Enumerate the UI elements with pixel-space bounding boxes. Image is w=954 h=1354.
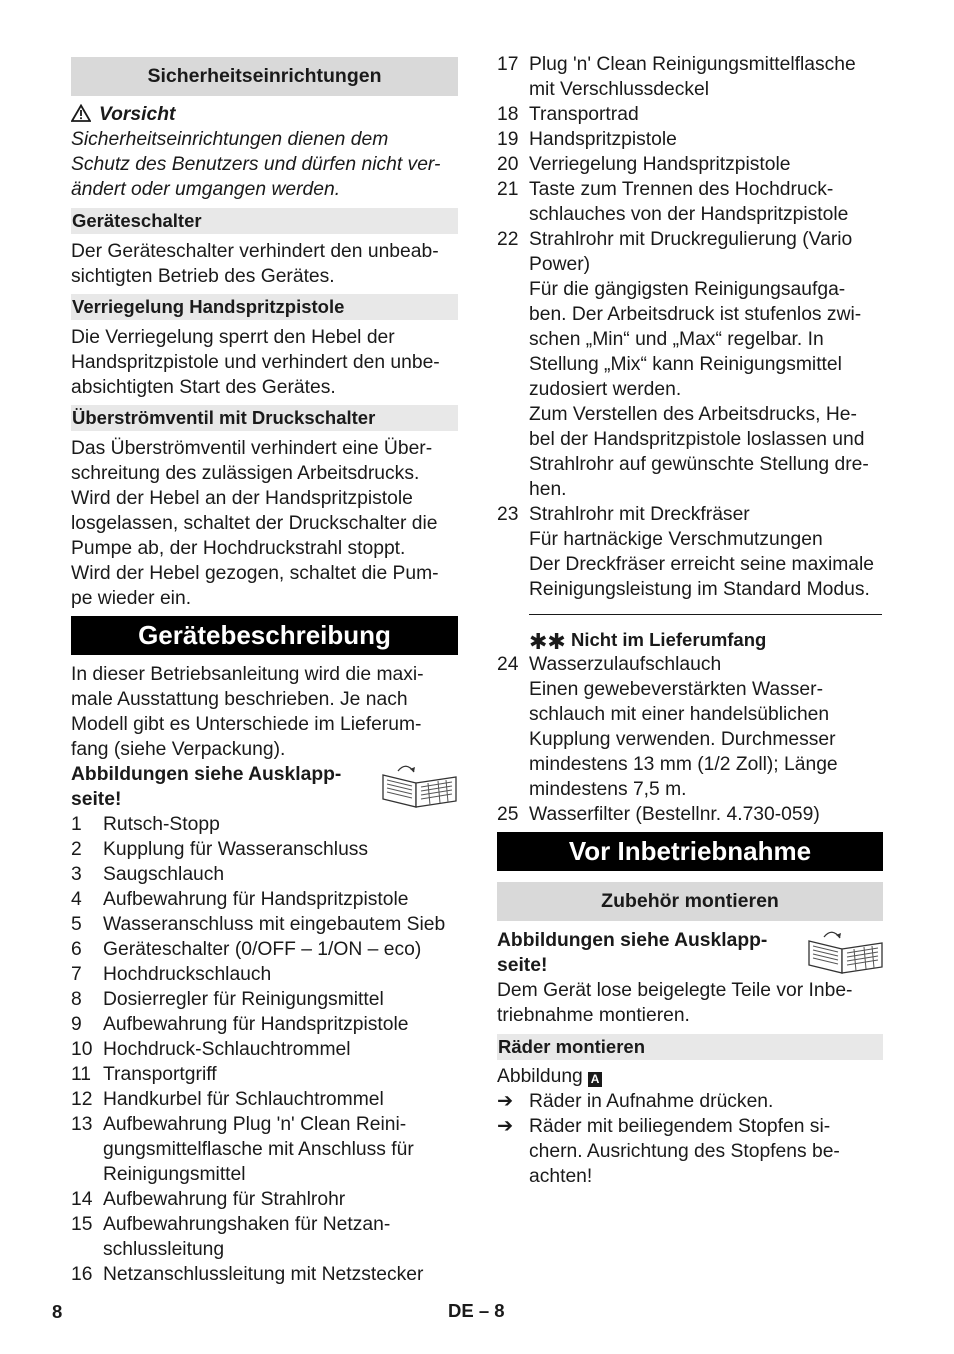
item-text: Wasserzulaufschlauch Einen gewebeverstärkten Wasser- schlauch mit einer handelsüblichen Kupplung verwenden. Durchmesser mindestens 13 mm (1/2 Zoll); Länge mindestens 7,5 m. [529,654,838,800]
figure-reference: Abbildung A [497,1064,889,1089]
item-number: 9 [71,1014,82,1035]
item-number: 17 [497,54,519,75]
chapter-header-before-use: Vor Inbetriebnahme [497,832,883,871]
page-number: 8 [52,1301,63,1322]
item-text: Aufbewahrung für Handspritzpistole [103,889,409,910]
item-number: 19 [497,129,519,150]
item-number: 23 [497,504,519,525]
section-header-safety [71,57,458,96]
list-item [71,1187,466,1212]
item-number: 25 [497,804,519,825]
list-item [71,812,466,837]
item-number: 12 [71,1089,93,1110]
item-number: 8 [71,989,82,1010]
item-number: 6 [71,939,82,960]
list-item [71,987,466,1012]
double-asterisk-icon: ✱✱ [529,629,566,654]
list-item [71,1212,466,1262]
caution-label: Vorsicht [99,104,176,125]
step-text: Räder in Aufnahme drücken. [529,1091,774,1112]
item-text: Aufbewahrung für Handspritzpistole [103,1014,409,1035]
item-text: Wasserfilter (Bestellnr. 4.730-059) [529,804,820,825]
foldout-note: Abbildungen siehe Ausklapp- seite! [71,764,342,810]
item-number: 16 [71,1264,93,1285]
list-item [497,177,892,227]
parts-list-right-2 [497,652,892,827]
item-text: Rutsch-Stopp [103,814,220,835]
item-number: 24 [497,654,519,675]
accessories-text: Dem Gerät lose beigelegte Teile vor Inbe- triebnahme montieren. [497,980,853,1026]
list-item [71,887,466,912]
list-item [497,652,892,802]
list-item [71,937,466,962]
figure-letter-box: A [588,1072,602,1087]
item-text: Saugschlauch [103,864,225,885]
item-number: 14 [71,1189,93,1210]
list-item [71,1262,466,1287]
list-item [71,1112,466,1187]
list-item [71,862,466,887]
item-text: Aufbewahrung für Strahlrohr [103,1189,346,1210]
subheader-device-switch: Geräteschalter [71,208,458,234]
open-book-icon [806,929,884,977]
item-text: Netzanschlussleitung mit Netzstecker [103,1264,424,1285]
list-item [71,1087,466,1112]
page-label: DE – 8 [448,1300,505,1321]
item-text: Transportrad [529,104,639,125]
step-item [497,1089,889,1114]
item-number: 1 [71,814,82,835]
item-text: Kupplung für Wasseranschluss [103,839,369,860]
item-number: 3 [71,864,82,885]
open-book-icon [380,763,458,811]
description-intro: In dieser Betriebsanleitung wird die maxi- male Ausstattung beschrieben. Je nach Modell gibt es Unterschiede im Lieferum- fang (siehe Verpackung). [71,664,424,760]
list-item [71,1037,466,1062]
item-number: 20 [497,154,519,175]
item-number: 5 [71,914,82,935]
item-text: Hochdruckschlauch [103,964,272,985]
item-number: 15 [71,1214,93,1235]
arrow-right-icon: ➔ [497,1091,514,1112]
list-item [497,52,892,102]
step-item [497,1114,889,1189]
divider-line [529,614,882,615]
item-number: 18 [497,104,519,125]
item-text: Dosierregler für Reinigungsmittel [103,989,384,1010]
item-number: 11 [71,1064,92,1085]
arrow-right-icon: ➔ [497,1116,514,1137]
valve-text: Das Überströmventil verhindert eine Über- schreitung des zulässigen Arbeitsdrucks. Wird der Hebel an der Handspritzpistole losgelassen, schaltet der Druckschalter die Pumpe ab, der Hochdruckstrahl stoppt. Wird der Hebel gezogen, schaltet die Pum- pe wieder ein. [71,438,439,609]
device-switch-text: Der Geräteschalter verhindert den unbeab- sichtigten Betrieb des Gerätes. [71,241,439,287]
list-item [71,837,466,862]
list-item [497,227,892,502]
section-title: Sicherheitseinrichtungen [147,65,382,87]
item-number: 10 [71,1039,93,1060]
parts-list-right [497,52,892,602]
wheels-steps [497,1089,889,1189]
section-header-accessories: Zubehör montieren [497,882,883,921]
subheader-lock: Verriegelung Handspritzpistole [71,294,458,320]
item-text: Verriegelung Handspritzpistole [529,154,791,175]
item-number: 13 [71,1114,93,1135]
list-item [497,127,892,152]
list-item [497,802,892,827]
list-item [71,1012,466,1037]
list-item [497,502,892,602]
item-text: Wasseranschluss mit eingebautem Sieb [103,914,446,935]
item-text: Taste zum Trennen des Hochdruck- schlauches von der Handspritzpistole [529,179,849,225]
item-number: 22 [497,229,519,250]
item-number: 4 [71,889,82,910]
lock-text: Die Verriegelung sperrt den Hebel der Handspritzpistole und verhindert den unbe- absichtigten Start des Gerätes. [71,327,440,398]
warning-triangle-icon [71,104,91,122]
item-text: Transportgriff [103,1064,217,1085]
not-included-note: ✱✱ Nicht im Lieferumfang [529,629,767,654]
chapter-header-description: Gerätebeschreibung [71,616,458,655]
list-item [71,1062,466,1087]
item-text: Hochdruck-Schlauchtrommel [103,1039,351,1060]
subheader-valve: Überströmventil mit Druckschalter [71,405,458,431]
item-text: Aufbewahrung Plug 'n' Clean Reini- gungsmittelflasche mit Anschluss für Reinigungsmittel [103,1114,414,1185]
item-text: Strahlrohr mit Druckregulierung (Vario Power) Für die gängigsten Reinigungsaufga- ben. Der Arbeitsdruck ist stufenlos zwi- schen „Min“ und „Max“ regelbar. In Stellung „Mix“ kann Reinigungsmittel zudosiert werden. Zum Verstellen des Arbeitsdrucks, He- bel der Handspritzpistole loslassen und Strahlrohr auf gewünschte Stellung dre- hen. [529,229,869,500]
list-item [497,102,892,127]
item-number: 21 [497,179,519,200]
list-item [71,962,466,987]
subheader-wheels: Räder montieren [497,1034,883,1060]
item-text: Plug 'n' Clean Reinigungsmittelflasche mit Verschlussdeckel [529,54,856,100]
item-text: Handspritzpistole [529,129,677,150]
item-number: 7 [71,964,82,985]
list-item [497,152,892,177]
item-number: 2 [71,839,82,860]
item-text: Geräteschalter (0/OFF – 1/ON – eco) [103,939,422,960]
parts-list-left [71,812,466,1287]
item-text: Handkurbel für Schlauchtrommel [103,1089,384,1110]
foldout-note-right: Abbildungen siehe Ausklapp- seite! [497,930,768,976]
step-text: Räder mit beiliegendem Stopfen si- chern. Ausrichtung des Stopfens be- achten! [529,1116,840,1187]
caution-note [71,102,461,202]
item-text: Aufbewahrungshaken für Netzan- schlussleitung [103,1214,391,1260]
item-text: Strahlrohr mit Dreckfräser Für hartnäckige Verschmutzungen Der Dreckfräser erreicht seine maximale Reinigungsleistung im Standard Modus. [529,504,875,600]
caution-text: Sicherheitseinrichtungen dienen dem Schutz des Benutzers und dürfen nicht ver- ändert oder umgangen werden. [71,129,441,200]
list-item [71,912,466,937]
